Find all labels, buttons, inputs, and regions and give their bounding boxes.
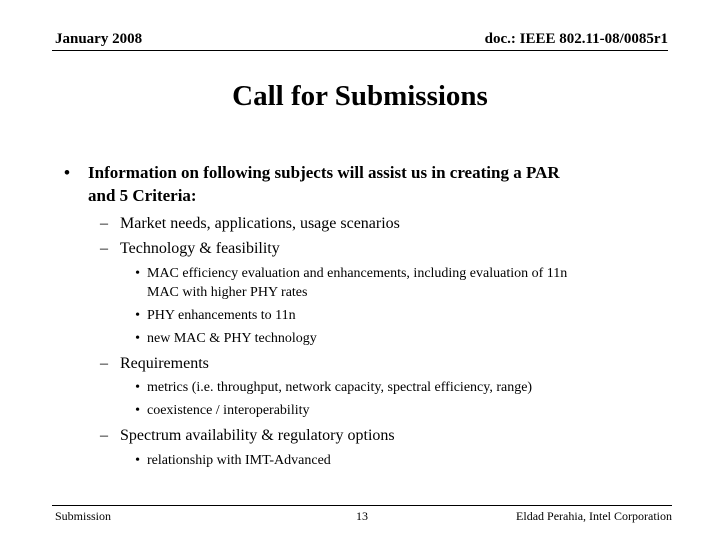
sub-item-new-mac-phy: new MAC & PHY technology [147,331,317,346]
sub-bullet-dot: • [135,453,140,468]
lead-bullet-text-cont: and 5 Criteria: [88,186,197,205]
list-item-spectrum: Spectrum availability & regulatory options [120,427,395,444]
dash-symbol: – [100,240,108,257]
sub-item-metrics: metrics (i.e. throughput, network capacity, spectral efficiency, range) [147,380,533,395]
sub-bullet-dot: • [135,403,140,418]
header-date: January 2008 [55,31,143,47]
sub-item-coexistence: coexistence / interoperability [147,403,310,418]
footer-page-number: 13 [356,509,368,523]
bullet-dot: • [64,163,70,182]
header-doc-id: doc.: IEEE 802.11-08/0085r1 [484,31,668,47]
sub-item-mac-efficiency-cont: MAC with higher PHY rates [147,285,308,300]
footer-author: Eldad Perahia, Intel Corporation [516,509,672,523]
lead-bullet-text: Information on following subjects will assist us in creating a PAR [88,163,560,182]
dash-symbol: – [100,427,108,444]
sub-item-phy-enhancements: PHY enhancements to 11n [147,308,296,323]
sub-item-imt-advanced: relationship with IMT-Advanced [147,453,331,468]
page-title: Call for Submissions [232,80,488,112]
footer-submission: Submission [55,509,112,523]
list-item-requirements: Requirements [120,355,209,372]
sub-bullet-dot: • [135,331,140,346]
dash-symbol: – [100,215,108,232]
dash-symbol: – [100,355,108,372]
sub-bullet-dot: • [135,308,140,323]
list-item-technology: Technology & feasibility [120,240,280,257]
footer-divider [52,505,672,506]
header-divider [52,50,668,51]
list-item-market-needs: Market needs, applications, usage scenarios [120,215,400,232]
sub-item-mac-efficiency: MAC efficiency evaluation and enhancements, including evaluation of 11n [147,266,568,281]
sub-bullet-dot: • [135,266,140,281]
sub-bullet-dot: • [135,380,140,395]
